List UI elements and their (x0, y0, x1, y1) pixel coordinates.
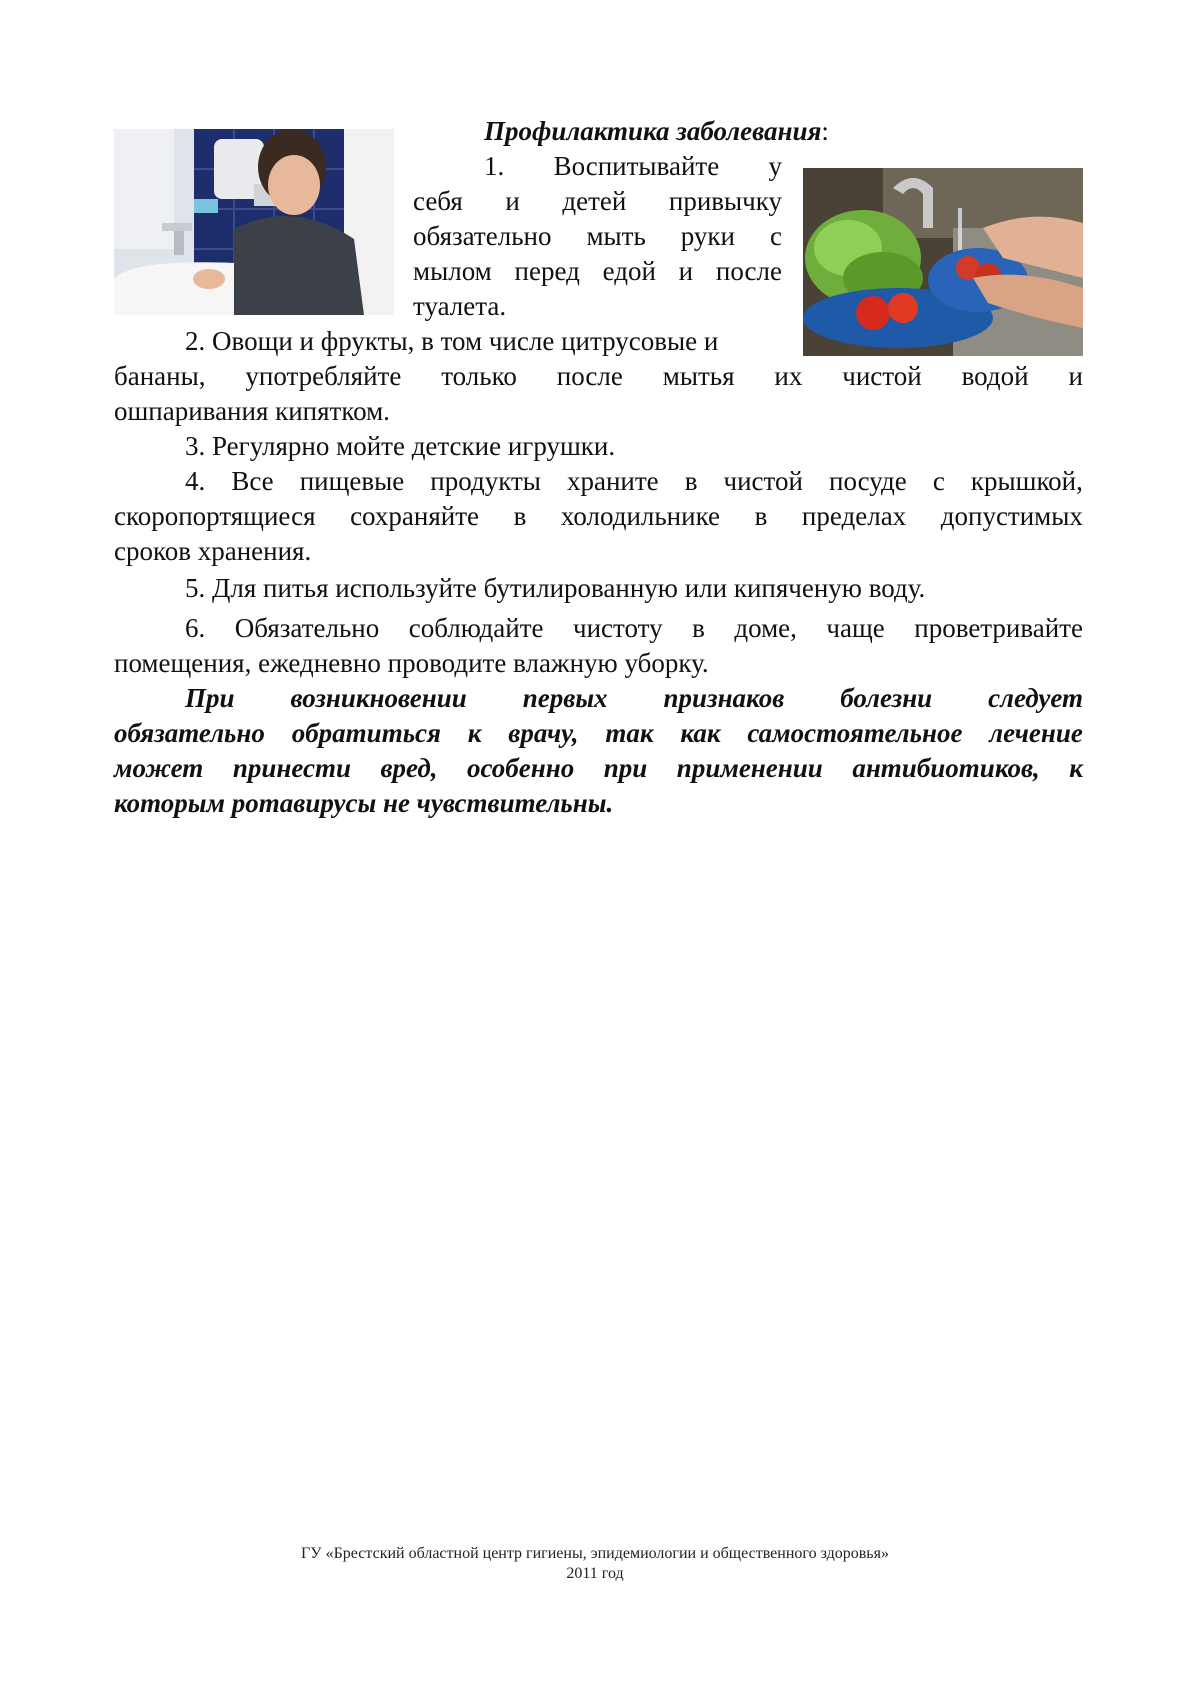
item6-line2: помещения, ежедневно проводите влажную уборку. (114, 648, 709, 678)
item5-line1: 5. Для питья используйте бутилированную или кипяченую воду. (185, 573, 926, 603)
child-washing-hands-photo (114, 129, 394, 315)
warning-line2: обязательно обратиться к врачу, так как самостоятельное лечение (114, 718, 1083, 748)
footer-year: 2011 год (566, 1565, 624, 1582)
section-heading (484, 114, 829, 149)
item2-line1: 2. Овощи и фрукты, в том числе цитрусовые и (185, 326, 719, 356)
item4-line1: 4. Все пищевые продукты храните в чистой посуде с крышкой, (185, 466, 1083, 496)
heading-title: Профилактика заболевания (484, 116, 822, 146)
item2-line2: бананы, употребляйте только после мытья их чистой водой и (114, 361, 1083, 391)
heading-colon: : (821, 116, 829, 146)
warning-line1: При возникновении первых признаков болезни следует (185, 683, 1083, 713)
item1-line2: себя и детей привычку (413, 186, 782, 216)
item2-line3: ошпаривания кипятком. (114, 396, 390, 426)
warning-line3: может принести вред, особенно при применении антибиотиков, к (114, 753, 1083, 783)
item4-line3: сроков хранения. (114, 536, 312, 566)
item6-line1: 6. Обязательно соблюдайте чистоту в доме, чаще проветривайте (185, 613, 1083, 643)
item1-line3: обязательно мыть руки с (413, 221, 782, 251)
footer-organization: ГУ «Брестский областной центр гигиены, эпидемиологии и общественного здоровья» (301, 1545, 889, 1562)
washing-vegetables-photo (803, 168, 1083, 356)
item1-line1: 1. Воспитывайте у (484, 151, 782, 181)
item3-line1: 3. Регулярно мойте детские игрушки. (185, 431, 616, 461)
item1-line4: мылом перед едой и после (413, 256, 782, 286)
item1-line5: туалета. (413, 291, 507, 321)
warning-line4: которым ротавирусы не чувствительны. (114, 788, 614, 818)
item4-line2: скоропортящиеся сохраняйте в холодильнике в пределах допустимых (114, 501, 1083, 531)
